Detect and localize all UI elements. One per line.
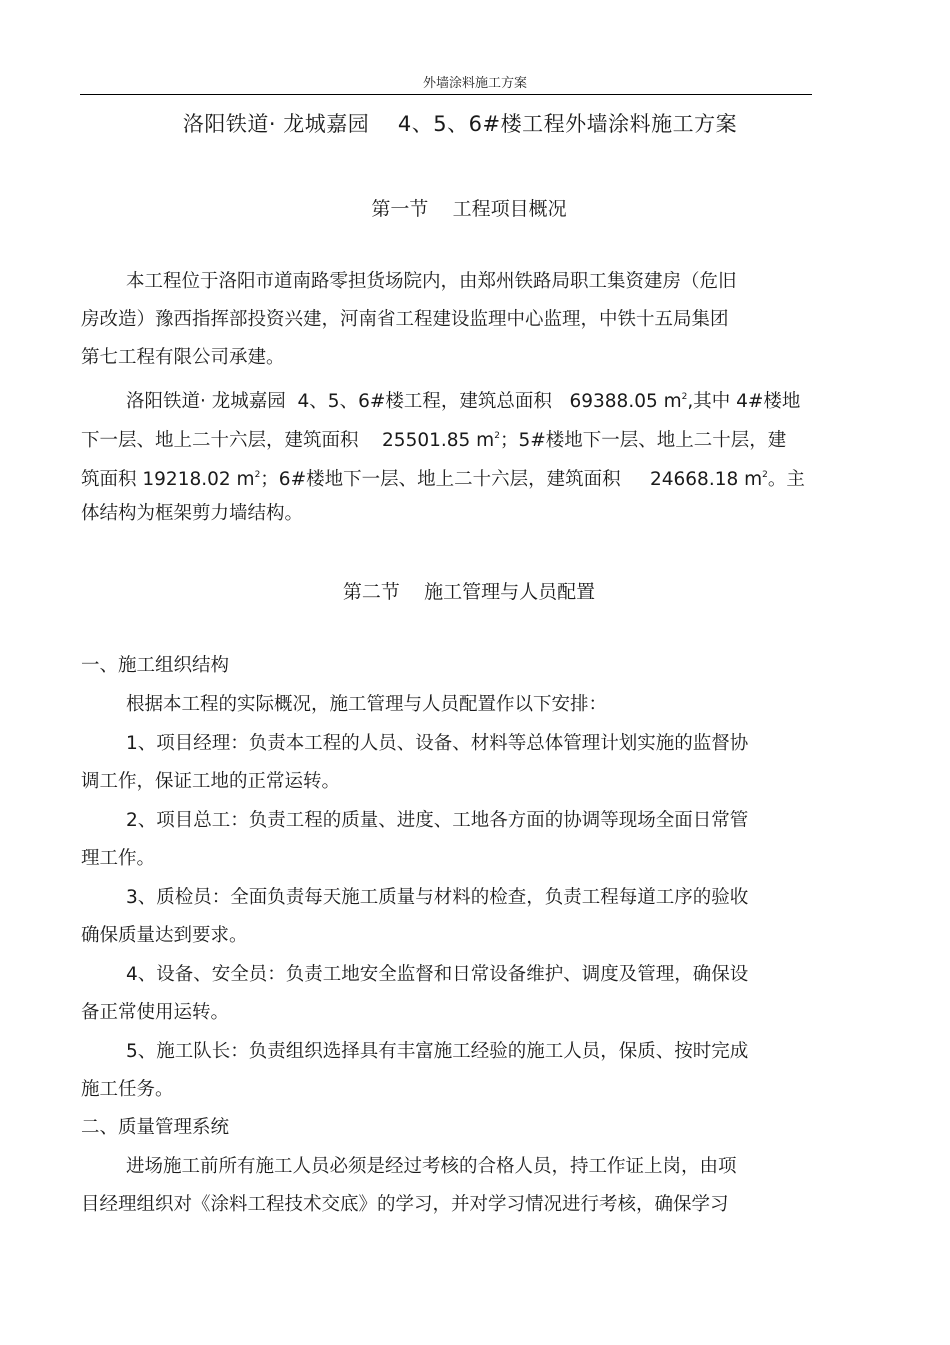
p2-line3-text: 筑面积 19218.02 m [81,469,255,490]
p2-line1-tail: ,其中 4#楼地 [687,391,801,412]
superscript-2: 2 [254,470,261,480]
p2-line3-mid: ；6#楼地下一层、地上二十六层，建筑面积 24668.18 m [260,469,763,490]
item2-line1: 2、项目总工：负责工程的质量、进度、工地各方面的协调等现场全面日常管 [126,810,749,831]
subheading-org-structure: 一、施工组织结构 [81,655,230,676]
item2-line2: 理工作。 [81,848,156,869]
header-rule [80,94,812,95]
section1-p2-line1 [126,384,800,415]
section1-p2-line3 [81,462,805,493]
superscript-2: 2 [762,470,768,480]
item1-line1: 1、项目经理：负责本工程的人员、设备、材料等总体管理计划实施的监督协 [126,733,749,754]
section1-heading: 第一节 工程项目概况 [371,198,567,220]
item5-line2: 施工任务。 [81,1079,174,1100]
item5-line1: 5、施工队长：负责组织选择具有丰富施工经验的施工人员，保质、按时完成 [126,1041,749,1062]
item1-line2: 调工作，保证工地的正常运转。 [81,771,341,792]
quality-p-line2: 目经理组织对《涂料工程技术交底》的学习，并对学习情况进行考核，确保学习 [81,1194,729,1215]
item3-line2: 确保质量达到要求。 [81,925,248,946]
document-title: 洛阳铁道· 龙城嘉园 4、5、6#楼工程外墙涂料施工方案 [182,112,738,136]
superscript-2: 2 [494,431,500,441]
quality-p-line1: 进场施工前所有施工人员必须是经过考核的合格人员，持工作证上岗，由项 [126,1156,737,1177]
p2-line2-tail: ；5#楼地下一层、地上二十层，建 [499,430,787,451]
section1-p2-line2 [81,423,786,454]
running-header: 外墙涂料施工方案 [422,76,527,91]
p2-line1-text: 洛阳铁道· 龙城嘉园 4、5、6#楼工程，建筑总面积 69388.05 m [126,391,682,412]
section2-heading: 第二节 施工管理与人员配置 [342,581,596,603]
superscript-2: 2 [681,392,688,402]
item4-line2: 备正常使用运转。 [81,1002,230,1023]
section1-p1-line3: 第七工程有限公司承建。 [81,347,285,368]
section1-p1-line2: 房改造）豫西指挥部投资兴建，河南省工程建设监理中心监理，中铁十五局集团 [81,309,729,330]
p2-line3-tail: 。主 [767,469,805,490]
item3-line1: 3、质检员：全面负责每天施工质量与材料的检查，负责工程每道工序的验收 [126,887,749,908]
intro-line: 根据本工程的实际概况，施工管理与人员配置作以下安排： [126,694,608,715]
p2-line2-text: 下一层、地上二十六层，建筑面积 25501.85 m [81,430,495,451]
subheading-quality-system: 二、质量管理系统 [81,1117,230,1138]
section1-p2-line4: 体结构为框架剪力墙结构。 [81,503,304,524]
item4-line1: 4、设备、安全员：负责工地安全监督和日常设备维护、调度及管理，确保设 [126,964,749,985]
section1-p1-line1: 本工程位于洛阳市道南路零担货场院内，由郑州铁路局职工集资建房（危旧 [126,271,737,292]
